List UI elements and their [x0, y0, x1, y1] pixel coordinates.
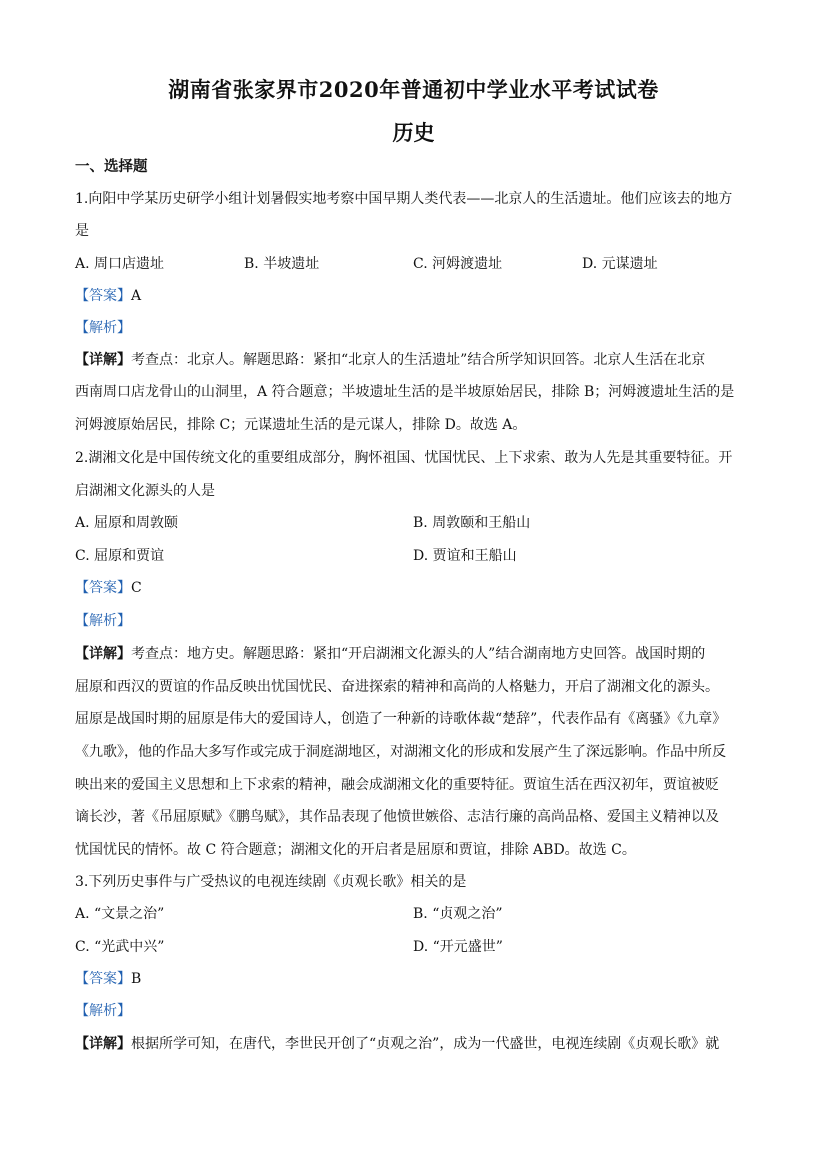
- q2-detail-line5: 映出来的爱国主义思想和上下求索的精神，融会成湖湘文化的重要特征。贾谊生活在西汉初年，贾谊被贬: [75, 777, 719, 793]
- q2-stem-line1: 2.湖湘文化是中国传统文化的重要组成部分，胸怀祖国、忧国忧民、上下求索、敢为人先是其重要特征。开: [75, 450, 733, 466]
- q3-stem-line1: 3.下列历史事件与广受热议的电视连续剧《贞观长歌》相关的是: [75, 874, 467, 890]
- q1-option-c: C. 河姆渡遗址: [413, 256, 503, 272]
- q3-option-a: A. “文景之治”: [75, 906, 165, 922]
- q1-option-d: D. 元谋遗址: [582, 256, 658, 272]
- q1-detail-line2: 西南周口店龙骨山的山洞里，A 符合题意；半坡遗址生活的是半坡原始居民，排除 B；河姆渡遗址生活的是: [75, 384, 735, 400]
- q3-option-b: B. “贞观之治”: [413, 906, 503, 922]
- q3-detail-text: 根据所学可知，在唐代，李世民开创了“贞观之治”，成为一代盛世，电视连续剧《贞观长歌》就: [131, 1036, 720, 1052]
- q2-detail-text: 考查点：地方史。解题思路：紧扣“开启湖湘文化源头的人”结合湖南地方史回答。战国时期的: [131, 646, 706, 662]
- q3-answer-row: [75, 969, 141, 989]
- q2-analysis-tag: 【解析】: [75, 613, 131, 629]
- q2-option-a: A. 屈原和周敦颐: [75, 515, 179, 531]
- detail-tag: 【详解】: [75, 352, 131, 368]
- detail-tag: 【详解】: [75, 646, 131, 662]
- q2-detail-line1: [75, 644, 705, 664]
- q2-detail-line2: 屈原和西汉的贾谊的作品反映出忧国忧民、奋进探索的精神和高尚的人格魅力，开启了湖湘文化的源头。: [75, 679, 719, 695]
- q1-option-b: B. 半坡遗址: [244, 256, 320, 272]
- answer-tag: 【答案】: [75, 580, 131, 596]
- q3-option-d: D. “开元盛世”: [413, 939, 503, 955]
- q1-answer-row: [75, 286, 141, 306]
- document-title: 湖南省张家界市2020年普通初中学业水平考试试卷: [168, 77, 659, 102]
- q3-answer-value: B: [131, 971, 142, 987]
- q2-detail-line4: 《九歌》，他的作品大多写作或完成于洞庭湖地区，对湖湘文化的形成和发展产生了深远影响。作品中所反: [75, 744, 726, 760]
- q1-option-a: A. 周口店遗址: [75, 256, 165, 272]
- q1-analysis-tag: 【解析】: [75, 320, 131, 336]
- section-heading: 一、选择题: [75, 158, 148, 175]
- q1-stem-line1: 1.向阳中学某历史研学小组计划暑假实地考察中国早期人类代表——北京人的生活遗址。他们应该去的地方: [75, 191, 733, 207]
- q3-detail-line1: [75, 1034, 719, 1054]
- q2-answer-row: [75, 578, 142, 598]
- q2-option-d: D. 贾谊和王船山: [413, 548, 517, 564]
- answer-tag: 【答案】: [75, 971, 131, 987]
- q1-stem-line2: 是: [75, 223, 89, 239]
- document-subject: 历史: [392, 120, 435, 145]
- q2-answer-value: C: [131, 580, 142, 596]
- detail-tag: 【详解】: [75, 1036, 131, 1052]
- q2-detail-line3: 屈原是战国时期的屈原是伟大的爱国诗人，创造了一种新的诗歌体裁“楚辞”，代表作品有《离骚》《九章》: [75, 711, 727, 727]
- q2-detail-line7: 忧国忧民的情怀。故 C 符合题意；湖湘文化的开启者是屈原和贾谊，排除 ABD。故选 C。: [75, 842, 636, 858]
- q1-detail-line1: [75, 350, 705, 370]
- q2-option-c: C. 屈原和贾谊: [75, 548, 165, 564]
- q2-stem-line2: 启湖湘文化源头的人是: [75, 483, 215, 499]
- q3-option-c: C. “光武中兴”: [75, 939, 165, 955]
- q3-analysis-tag: 【解析】: [75, 1003, 131, 1019]
- q1-detail-line3: 河姆渡原始居民，排除 C；元谋遗址生活的是元谋人，排除 D。故选 A。: [75, 417, 527, 433]
- q1-detail-text: 考查点：北京人。解题思路：紧扣“北京人的生活遗址”结合所学知识回答。北京人生活在北京: [131, 352, 706, 368]
- q2-detail-line6: 谪长沙，著《吊屈原赋》《鹏鸟赋》，其作品表现了他愤世嫉俗、志洁行廉的高尚品格、爱国主义精神以及: [75, 809, 719, 825]
- q2-option-b: B. 周敦颐和王船山: [413, 515, 531, 531]
- answer-tag: 【答案】: [75, 288, 131, 304]
- q1-answer-value: A: [131, 288, 142, 304]
